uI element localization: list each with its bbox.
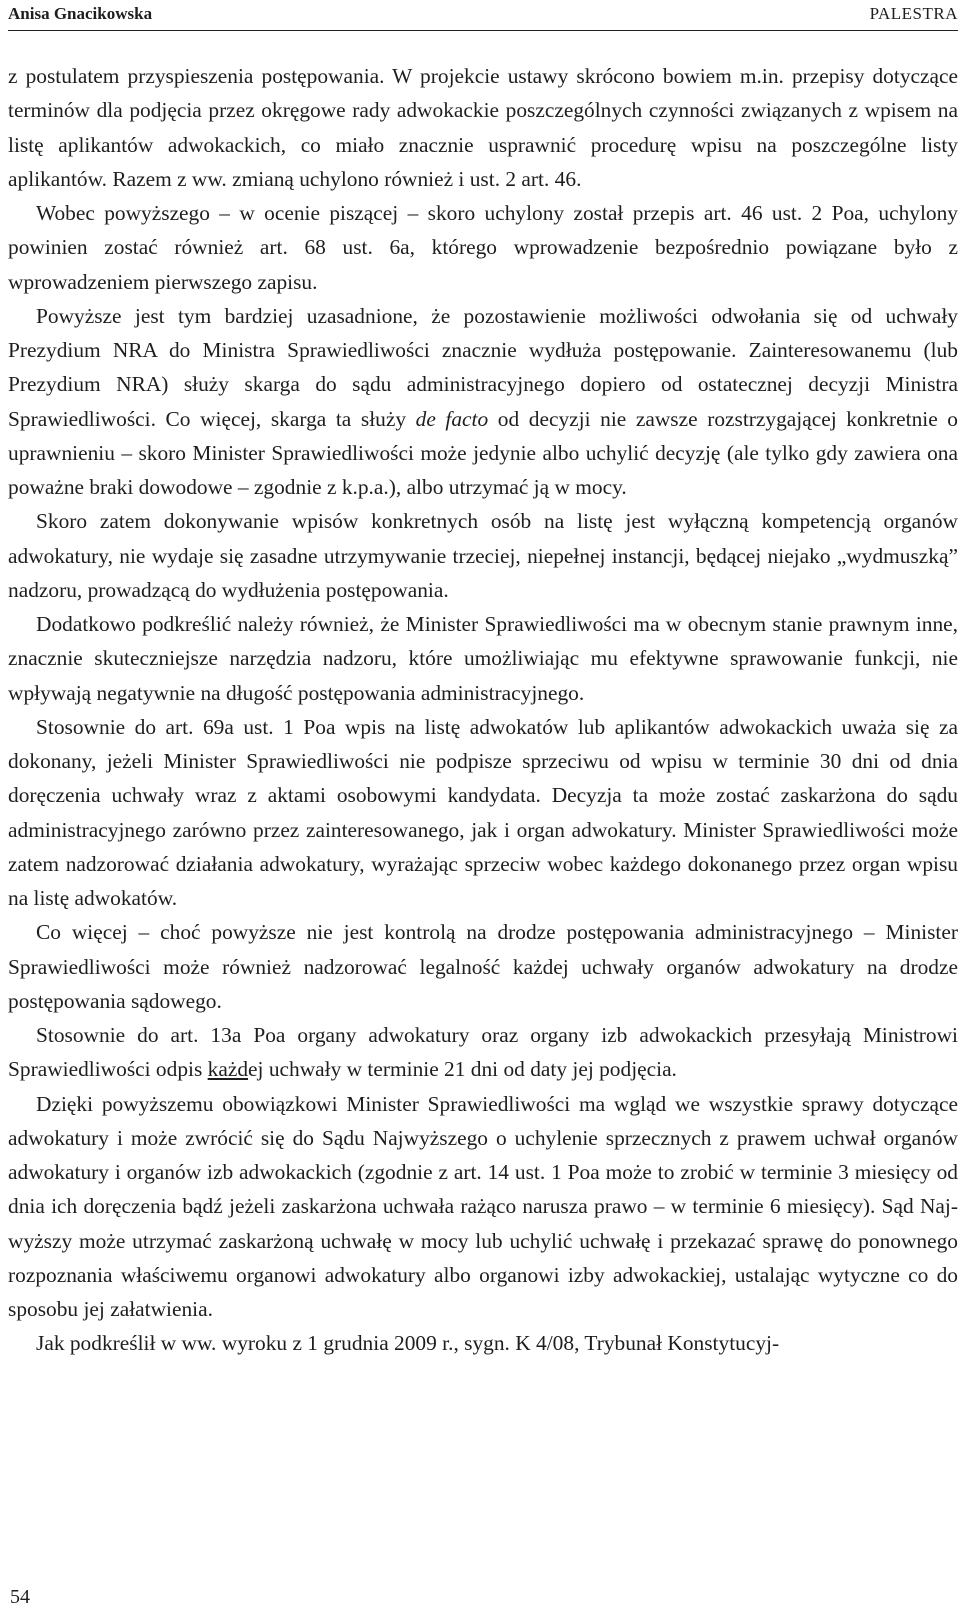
page-number: 54 — [10, 1586, 30, 1608]
running-head-author: Anisa Gnacikowska — [8, 4, 153, 23]
paragraph-text: ej uchwały w terminie 21 dni od daty jej podjęcia. — [248, 1057, 677, 1082]
running-head-journal: PALESTRA — [869, 4, 958, 23]
running-head — [8, 0, 958, 31]
italic-phrase: de facto — [415, 406, 489, 431]
paragraph: Dzięki powyższemu obowiązkowi Minister Sprawiedliwości ma wgląd we wszystkie sprawy dotyczące adwokatury i może zwrócić się do Sądu Najwyższego o uchylenie sprzecznych z prawem uchwał organów adwokatury i organów izb adwokackich (zgodnie z art. 14 ust. 1 Poa może to zrobić w terminie 3 miesięcy od dnia ich doręczenia bądź jeżeli zaskarżona uchwała rażąco narusza prawo – w terminie 6 miesięcy). Sąd Najwyższy może utrzymać zaskarżoną uchwałę w mocy lub uchylić uchwałę i przekazać sprawę do ponownego rozpoznania właściwemu organowi adwokatury albo organowi izby adwokackiej, ustalając wytyczne co do sposobu jej załatwienia. — [8, 1091, 958, 1321]
paragraph: Dodatkowo podkreślić należy również, że Minister Sprawiedliwości ma w obecnym stanie prawnym inne, znacznie skuteczniejsze narzędzia nadzoru, które umożliwiając mu efektywne sprawowanie funkcji, nie wpływają negatywnie na długość postępowania administracyjnego. — [8, 612, 958, 705]
paragraph — [8, 299, 958, 505]
paragraph: Jak podkreślił w ww. wyroku z 1 grudnia 2009 r., sygn. K 4/08, Trybunał Konstytucyj- — [36, 1331, 780, 1356]
paragraph-text: Stosownie do art. 13a Poa organy adwokatury oraz organy izb adwokackich przesyłają Ministrowi Sprawiedliwości odpis — [8, 1023, 958, 1082]
underlined-word: każd — [207, 1057, 249, 1082]
paragraph-text: od decyzji nie zawsze rozstrzygającej konkretnie o uprawnieniu – skoro Minister Sprawiedliwości może jedynie albo uchylić decyzję (ale tylko gdy zawiera ona poważne braki dowodowe – zgodnie z k.p.a.), albo utrzymać ją w mocy. — [8, 406, 958, 499]
article-body — [8, 59, 958, 1361]
paragraph-text: Powyższe jest tym bardziej uzasadnione, że pozostawienie możliwości odwołania się od uchwały Prezydium NRA do Ministra Sprawiedliwości znacznie wydłuża postępowanie. Zainteresowanemu (lub Prezydium NRA) służy skarga do sądu administracyjnego dopiero od ostatecznej decyzji Ministra Sprawiedliwości. Co więcej, skarga ta służy — [8, 303, 958, 431]
paragraph: Skoro zatem dokonywanie wpisów konkretnych osób na listę jest wyłączną kompetencją organów adwokatury, nie wydaje się zasadne utrzymywanie trzeciej, niepełnej instancji, będącej niejako „wydmuszką” nadzoru, prowadzącą do wydłużenia postępowania. — [8, 509, 958, 602]
paragraph: Wobec powyższego – w ocenie piszącej – skoro uchylony został przepis art. 46 ust. 2 Poa, uchylony powinien zostać również art. 68 ust. 6a, którego wprowadzenie bezpośrednio powiązane było z wprowadzeniem pierwszego zapisu. — [8, 201, 958, 294]
paragraph — [8, 1018, 958, 1087]
paragraph: Stosownie do art. 69a ust. 1 Poa wpis na listę adwokatów lub aplikantów adwokackich uważa się za dokonany, jeżeli Minister Sprawiedliwości nie podpisze sprzeciwu od wpisu w terminie 30 dni od dnia doręczenia uchwały wraz z aktami osobowymi kandydata. Decyzja ta może zostać zaskarżona do sądu administracyjnego zarówno przez zainteresowanego, jak i organ adwokatury. Minister Sprawiedliwości może zatem nadzorować działania adwokatury, wyrażając sprzeciw wobec każdego dokonanego przez organ wpisu na listę adwokatów. — [8, 714, 958, 910]
paragraph: Co więcej – choć powyższe nie jest kontrolą na drodze postępowania administracyjnego – Minister Sprawiedliwości może również nadzorować legalność każdej uchwały organów adwokatury na drodze postępowania sądowego. — [8, 920, 958, 1013]
paragraph-continued: z postulatem przyspieszenia postępowania. W projekcie ustawy skrócono bowiem m.in. przepisy dotyczące terminów dla podjęcia przez okręgowe rady adwokackie poszczególnych czynności związanych z wpisem na listę aplikantów adwokackich, co miało znacznie usprawnić procedurę wpisu na poszczególne listy aplikantów. Razem z ww. zmianą uchylono również i ust. 2 art. 46. — [8, 64, 958, 191]
